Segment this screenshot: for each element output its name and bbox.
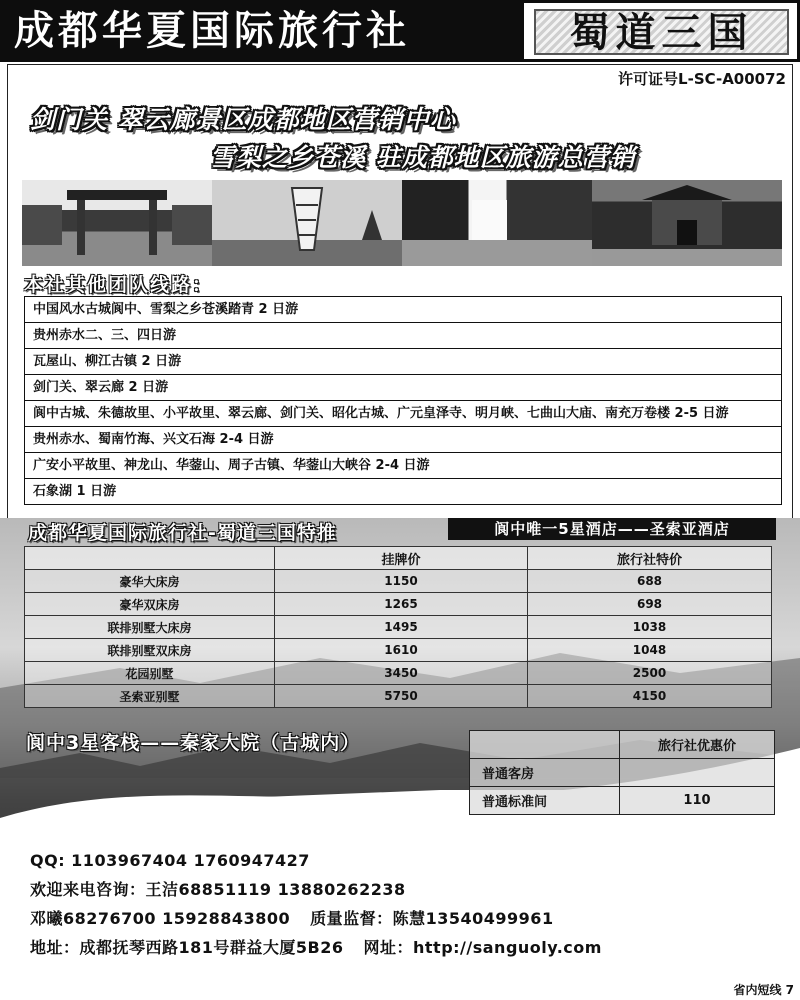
table-row <box>470 759 775 787</box>
table-row <box>25 593 772 616</box>
room-type: 圣索亚别墅 <box>25 685 275 708</box>
special-badge: 阆中唯一5星酒店——圣索亚酒店 <box>448 518 776 540</box>
table-header-list-price: 挂牌价 <box>275 547 528 570</box>
room-type: 豪华大床房 <box>25 570 275 593</box>
list-price: 1495 <box>275 616 528 639</box>
inn-title: 阆中3星客栈——秦家大院（古城内） <box>26 732 361 754</box>
brand-name: 蜀道三国 <box>534 9 789 55</box>
route-item: 剑门关、翠云廊 2 日游 <box>25 375 781 401</box>
list-price: 1150 <box>275 570 528 593</box>
inn-price-table <box>469 730 775 815</box>
room-type: 花园别墅 <box>25 662 275 685</box>
table-row <box>25 616 772 639</box>
inn-room-type: 普通标准间 <box>470 787 620 815</box>
list-price: 3450 <box>275 662 528 685</box>
inn-price <box>620 759 775 787</box>
route-list <box>24 296 782 505</box>
page-footer: 省内短线 7 <box>733 983 794 997</box>
hotel-price-table <box>24 546 772 708</box>
special-title: 成都华夏国际旅行社-蜀道三国特推 <box>28 522 337 544</box>
route-item: 贵州赤水、蜀南竹海、兴文石海 2-4 日游 <box>25 427 781 453</box>
qq-numbers: QQ: 1103967404 1760947427 <box>30 851 310 870</box>
archway-icon <box>22 180 212 266</box>
special-price: 4150 <box>528 685 772 708</box>
route-item: 瓦屋山、柳江古镇 2 日游 <box>25 349 781 375</box>
route-item: 阆中古城、朱德故里、小平故里、翠云廊、剑门关、昭化古城、广元皇泽寺、明月峡、七曲山大庙、南充万卷楼 2-5 日游 <box>25 401 781 427</box>
consult-phones: 欢迎来电咨询：王洁68851119 13880262238 <box>30 880 406 899</box>
table-header-special-price: 旅行社特价 <box>528 547 772 570</box>
list-price: 5750 <box>275 685 528 708</box>
address: 地址：成都抚琴西路181号群益大厦5B26 <box>30 938 344 957</box>
tagline-2: 雪梨之乡苍溪 驻成都地区旅游总营销 <box>210 143 636 172</box>
route-item: 广安小平故里、神龙山、华蓥山、周子古镇、华蓥山大峡谷 2-4 日游 <box>25 453 781 479</box>
room-type: 联排别墅大床房 <box>25 616 275 639</box>
quality-supervision: 质量监督：陈慧13540499961 <box>310 909 554 928</box>
other-routes-title: 本社其他团队线路： <box>24 274 214 296</box>
table-header-room <box>25 547 275 570</box>
license-number: 许可证号L-SC-A00072 <box>618 70 786 88</box>
special-price: 1048 <box>528 639 772 662</box>
special-price: 698 <box>528 593 772 616</box>
route-item: 石象湖 1 日游 <box>33 484 117 499</box>
table-row <box>470 787 775 815</box>
list-price: 1610 <box>275 639 528 662</box>
route-item: 中国风水古城阆中、雪梨之乡苍溪踏青 2 日游 <box>25 297 781 323</box>
table-header-row <box>470 731 775 759</box>
table-row <box>25 639 772 662</box>
waterfall-icon <box>402 180 592 266</box>
room-type: 联排别墅双床房 <box>25 639 275 662</box>
table-header-row <box>25 547 772 570</box>
agency-name: 成都华夏国际旅行社 <box>0 0 521 62</box>
special-price: 2500 <box>528 662 772 685</box>
table-row <box>25 570 772 593</box>
inn-header-price: 旅行社优惠价 <box>620 731 775 759</box>
route-item: 贵州赤水二、三、四日游 <box>25 323 781 349</box>
address-website-line <box>30 933 790 962</box>
photo-strip <box>22 180 782 266</box>
website-link[interactable]: 网址：http://sanguoly.com <box>363 938 602 957</box>
room-type: 豪华双床房 <box>25 593 275 616</box>
gate-icon <box>592 180 782 266</box>
phone-supervision-line <box>30 904 790 933</box>
contact-info <box>30 846 790 962</box>
tagline-1: 剑门关 翠云廊景区成都地区营销中心 <box>30 105 456 134</box>
contact-phones: 邓曦68276700 15928843800 <box>30 909 291 928</box>
tower-icon <box>212 180 402 266</box>
inn-header-empty <box>470 731 620 759</box>
special-price: 1038 <box>528 616 772 639</box>
inn-price: 110 <box>620 787 775 815</box>
header-banner <box>0 0 800 70</box>
inn-room-type: 普通客房 <box>470 759 620 787</box>
table-row <box>25 685 772 708</box>
special-price: 688 <box>528 570 772 593</box>
table-row <box>25 662 772 685</box>
list-price: 1265 <box>275 593 528 616</box>
brand-panel <box>521 0 800 62</box>
